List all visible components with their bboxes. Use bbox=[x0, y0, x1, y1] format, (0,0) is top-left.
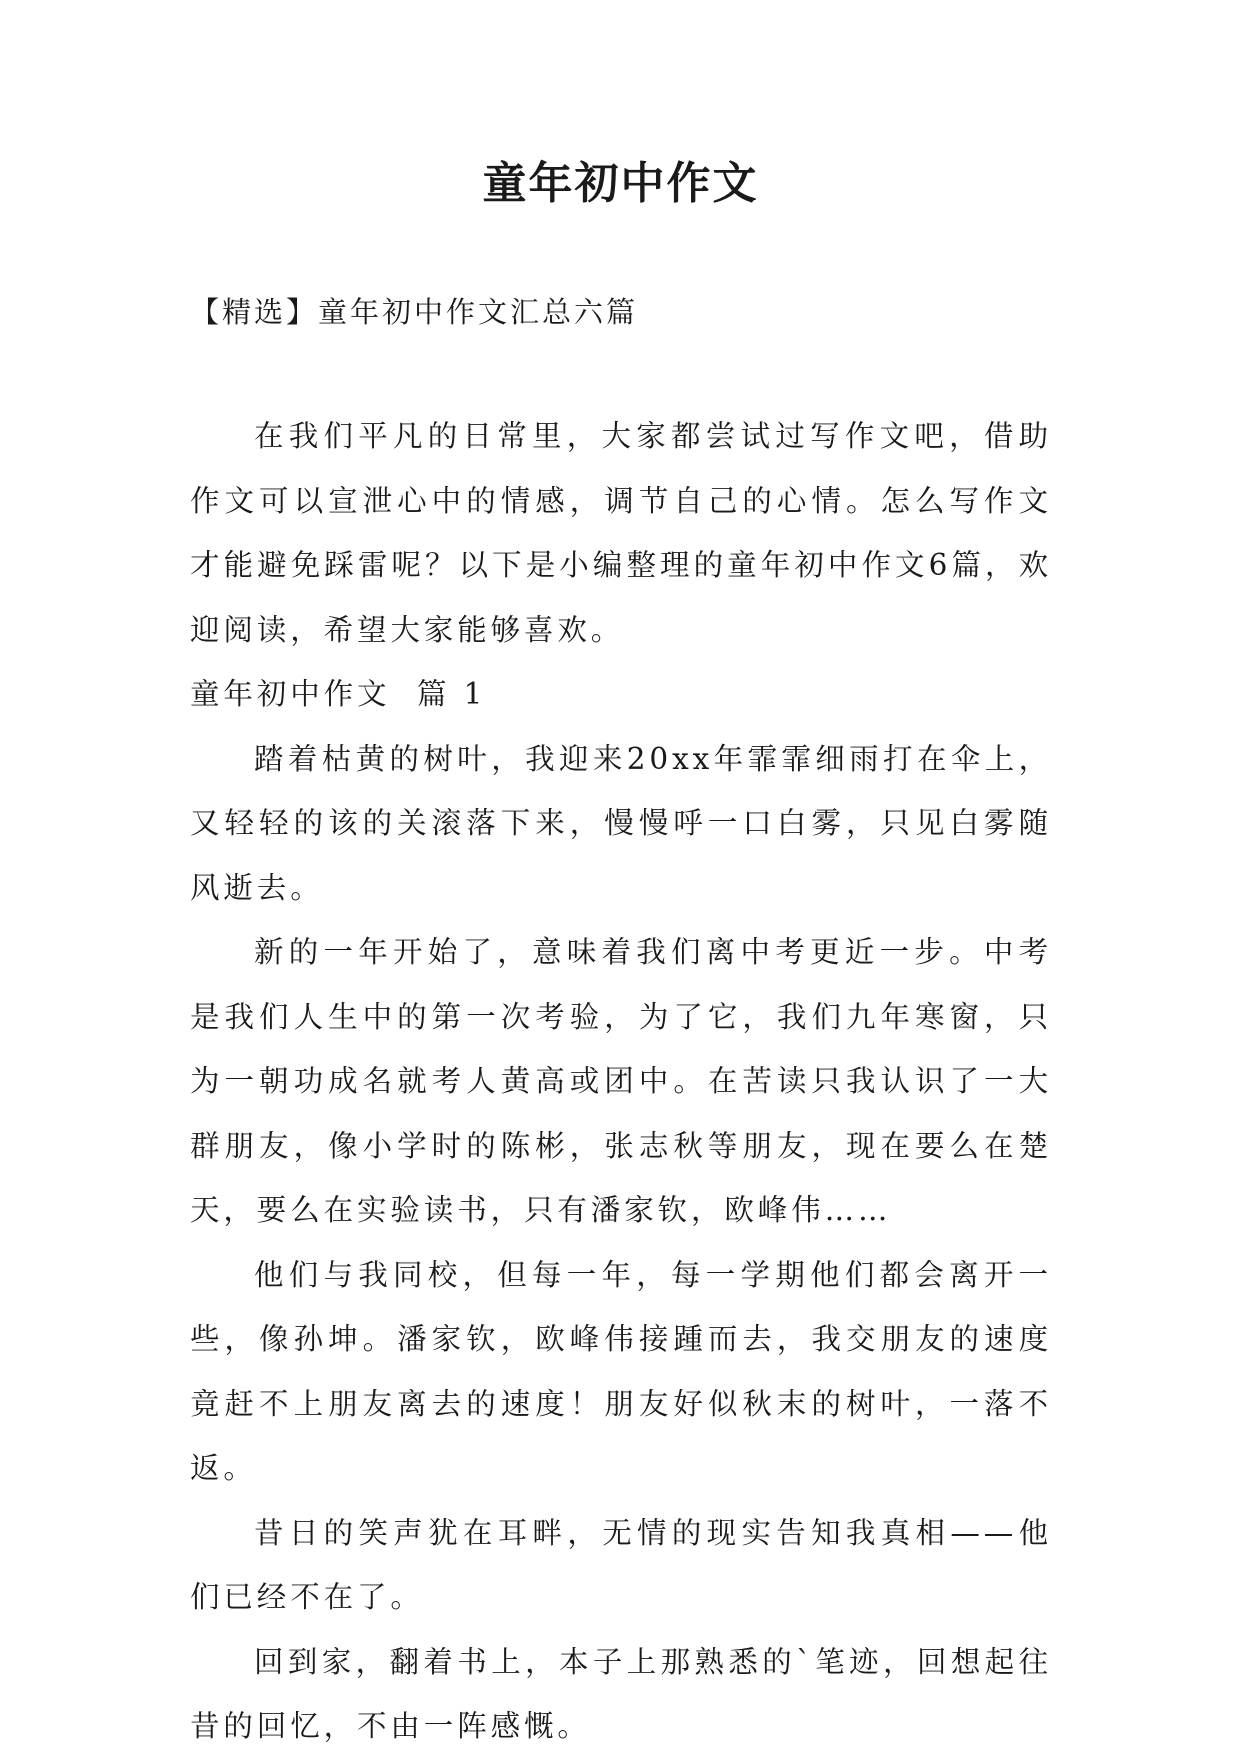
body-paragraph: 昔日的笑声犹在耳畔，无情的现实告知我真相——他们已经不在了。 bbox=[190, 1515, 1052, 1614]
body-paragraph: 新的一年开始了，意味着我们离中考更近一步。中考是我们人生中的第一次考验，为了它，我们九年寒窗，只为一朝功成名就考人黄高或团中。在苦读只我认识了一大群朋友，像小学时的陈彬，张志秋等朋友，现在要么在楚天，要么在实验读书，只有潘家钦，欧峰伟…… bbox=[190, 935, 1052, 1227]
document-title: 童年初中作文 bbox=[482, 158, 759, 209]
intro-paragraph: 在我们平凡的日常里，大家都尝试过写作文吧，借助作文可以宣泄心中的情感，调节自己的心情。怎么写作文才能避免踩雷呢？以下是小编整理的童年初中作文6篇，欢迎阅读，希望大家能够喜欢。 bbox=[190, 419, 1052, 647]
document-body bbox=[190, 404, 1052, 1759]
body-paragraph: 他们与我同校，但每一年，每一学期他们都会离开一些，像孙坤。潘家钦，欧峰伟接踵而去，我交朋友的速度竟赶不上朋友离去的速度！朋友好似秋末的树叶，一落不返。 bbox=[190, 1257, 1052, 1485]
body-paragraph: 踏着枯黄的树叶，我迎来20xx年霏霏细雨打在伞上，又轻轻的该的关滚落下来，慢慢呼一口白雾，只见白雾随风逝去。 bbox=[190, 741, 1052, 905]
document-subtitle: 【精选】童年初中作文汇总六篇 bbox=[190, 295, 639, 329]
body-paragraph: 回到家，翻着书上，本子上那熟悉的`笔迹，回想起往昔的回忆，不由一阵感慨。 bbox=[190, 1644, 1052, 1743]
section-heading: 童年初中作文 篇 1 bbox=[190, 677, 487, 711]
